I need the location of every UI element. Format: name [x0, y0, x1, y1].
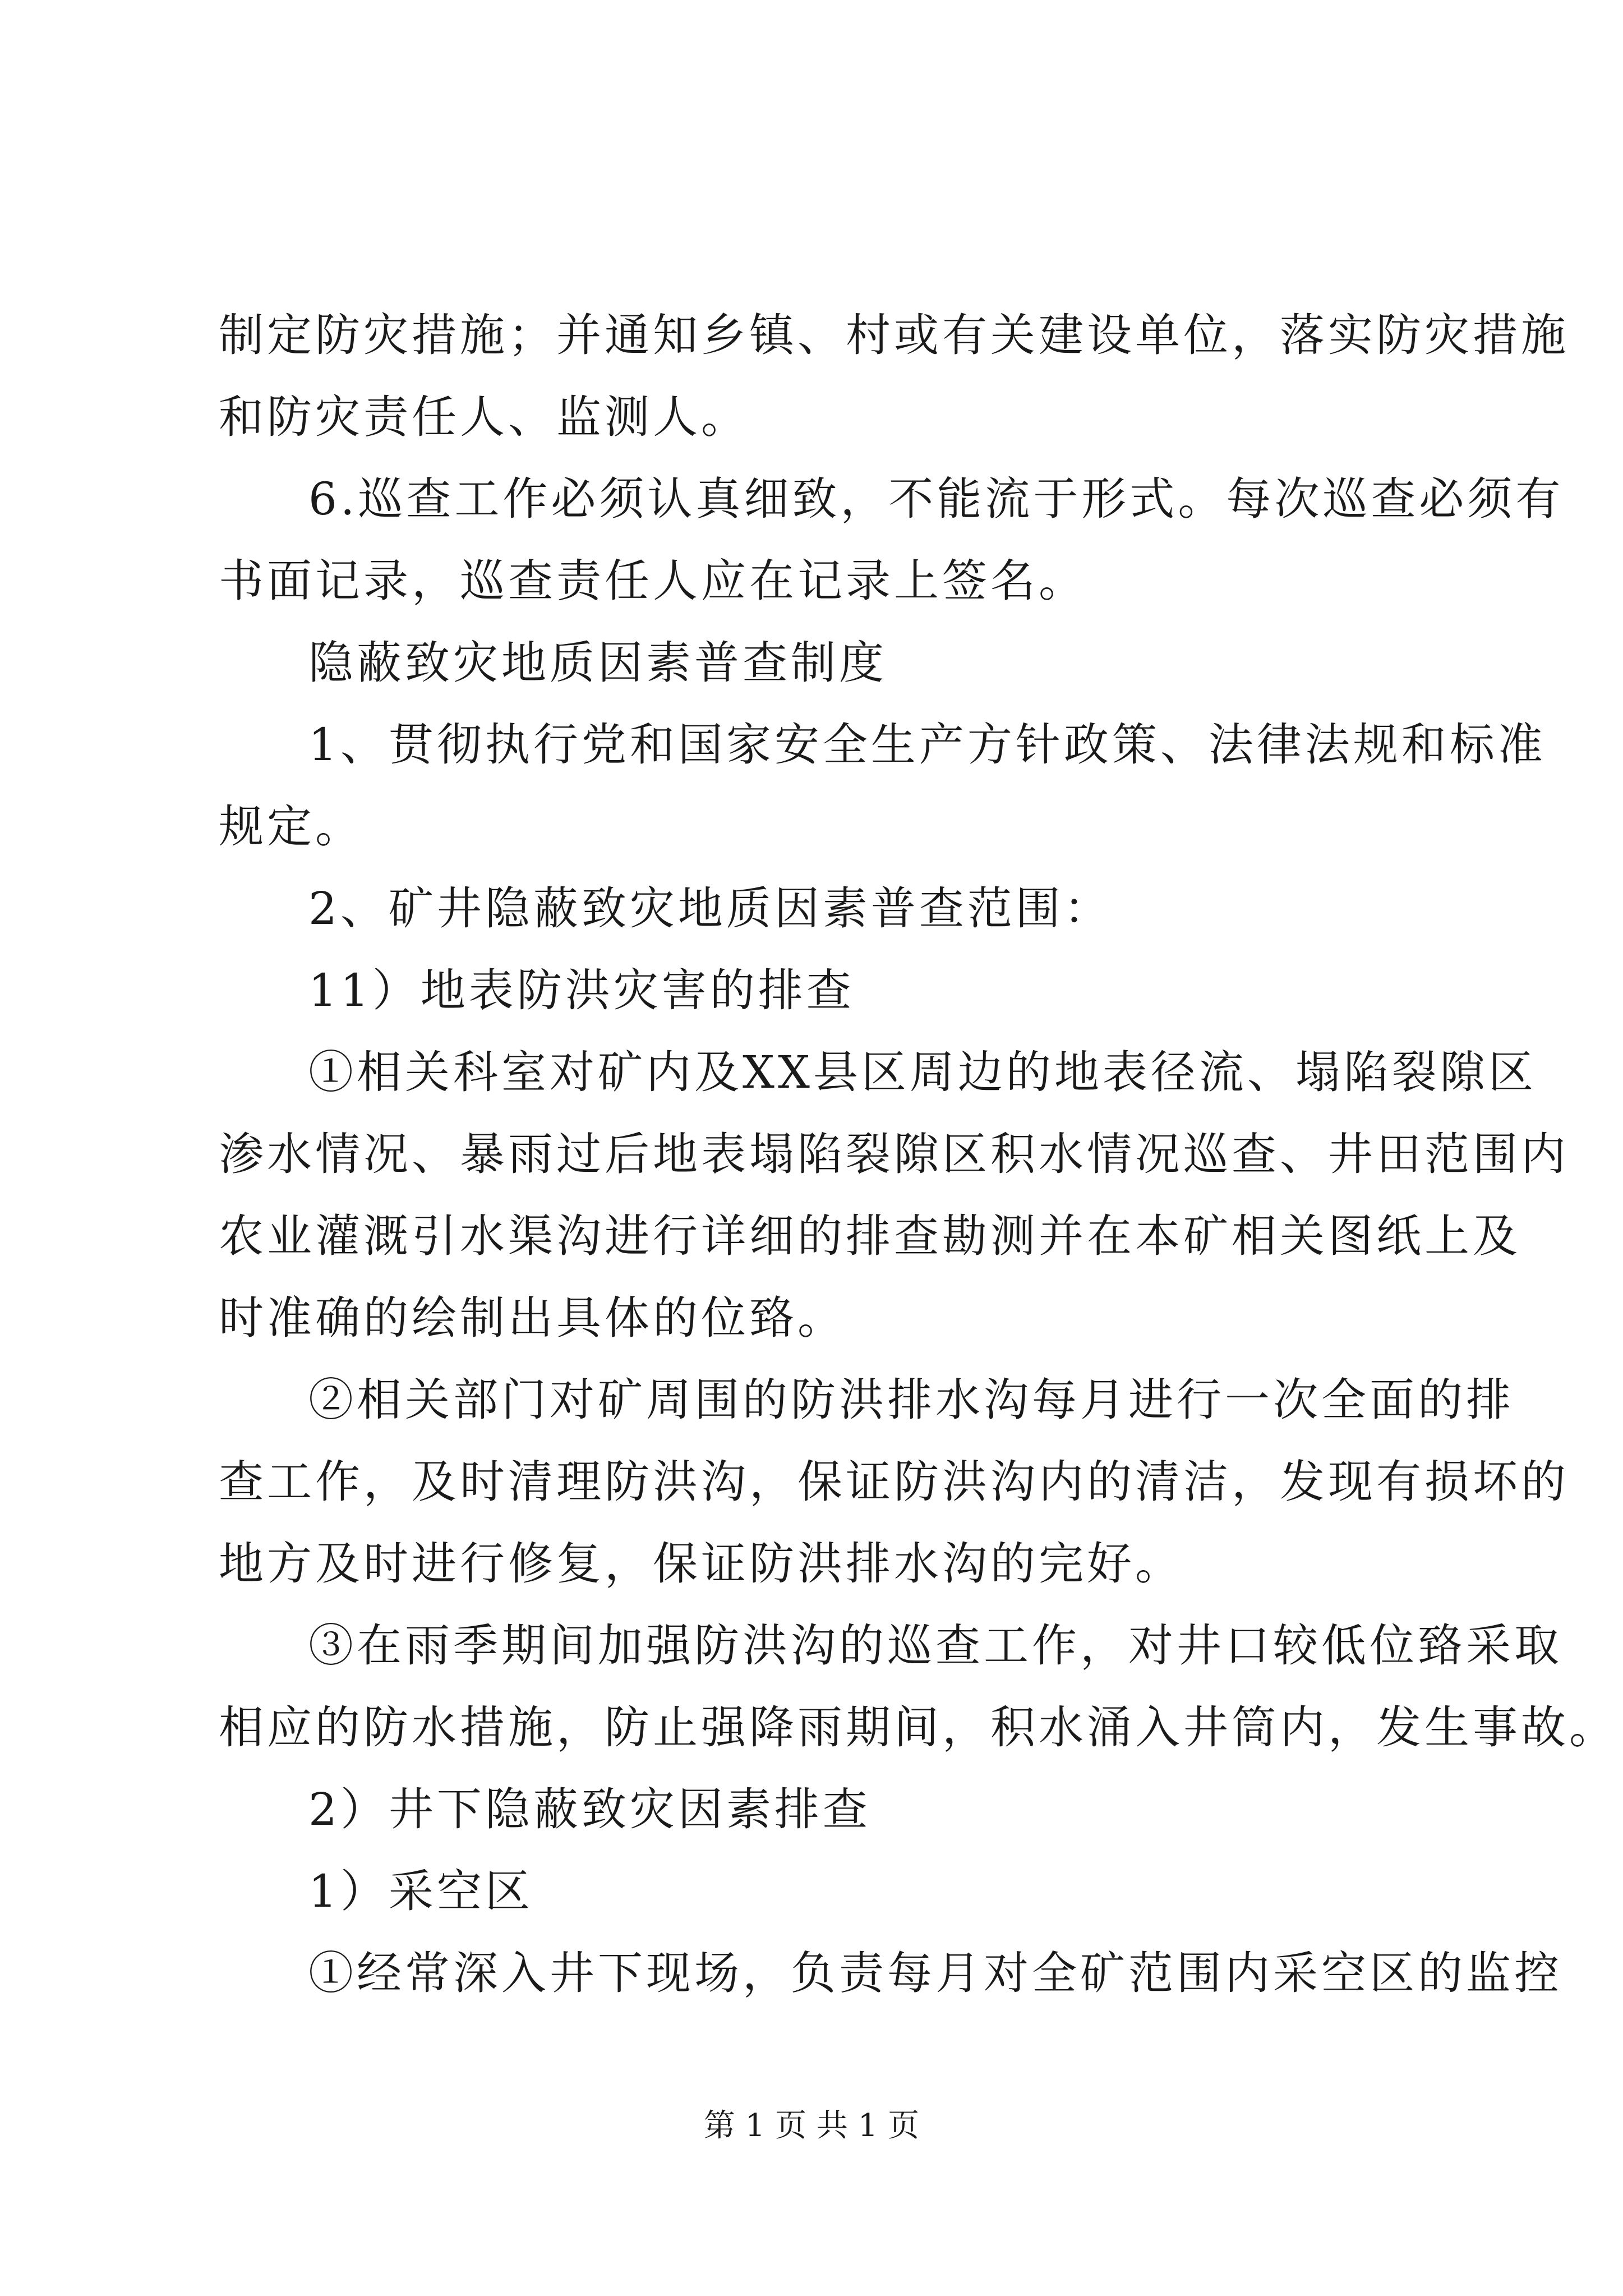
subheading: 2）井下隐蔽致灾因素排查 [308, 1783, 871, 1835]
text-line: ①经常深入井下现场，负责每月对全矿范围内采空区的监控 [308, 1947, 1562, 1999]
text-line: 1、贯彻执行党和国家安全生产方针政策、法律法规和标准 [308, 719, 1546, 771]
text-line: 时准确的绘制出具体的位臵。 [219, 1292, 846, 1344]
text-line: 书面记录，巡查责任人应在记录上签名。 [219, 555, 1087, 607]
text-line: ①相关科室对矿内及XX县区周边的地表径流、塌陷裂隙区 [308, 1046, 1537, 1098]
text-line: 查工作，及时清理防洪沟，保证防洪沟内的清洁，发现有损坏的 [219, 1456, 1569, 1508]
text-line: 2、矿井隐蔽致灾地质因素普查范围： [308, 882, 1112, 935]
text-line: 6.巡查工作必须认真细致，不能流于形式。每次巡查必须有 [308, 473, 1564, 525]
text-line: 相应的防水措施，防止强降雨期间，积水涌入井筒内，发生事故。 [219, 1701, 1617, 1754]
section-heading: 隐蔽致灾地质因素普查制度 [308, 637, 887, 689]
subheading: 1）采空区 [308, 1865, 533, 1917]
text-line: ③在雨季期间加强防洪沟的巡查工作，对井口较低位臵采取 [308, 1619, 1562, 1672]
text-line: 规定。 [219, 800, 363, 853]
text-line: 制定防灾措施；并通知乡镇、村或有关建设单位，落实防灾措施 [219, 309, 1569, 361]
text-line: 和防灾责任人、监测人。 [219, 391, 749, 443]
text-line: 农业灌溉引水渠沟进行详细的排查勘测并在本矿相关图纸上及 [219, 1210, 1521, 1262]
text-line: 渗水情况、暴雨过后地表塌陷裂隙区积水情况巡查、井田范围内 [219, 1128, 1569, 1180]
text-line: ②相关部门对矿周围的防洪排水沟每月进行一次全面的排 [308, 1374, 1514, 1426]
document-body [219, 295, 1617, 2014]
subheading: 11）地表防洪灾害的排查 [308, 964, 855, 1016]
page-footer: 第 1 页 共 1 页 [703, 2108, 920, 2144]
text-line: 地方及时进行修复，保证防洪排水沟的完好。 [219, 1538, 1183, 1590]
